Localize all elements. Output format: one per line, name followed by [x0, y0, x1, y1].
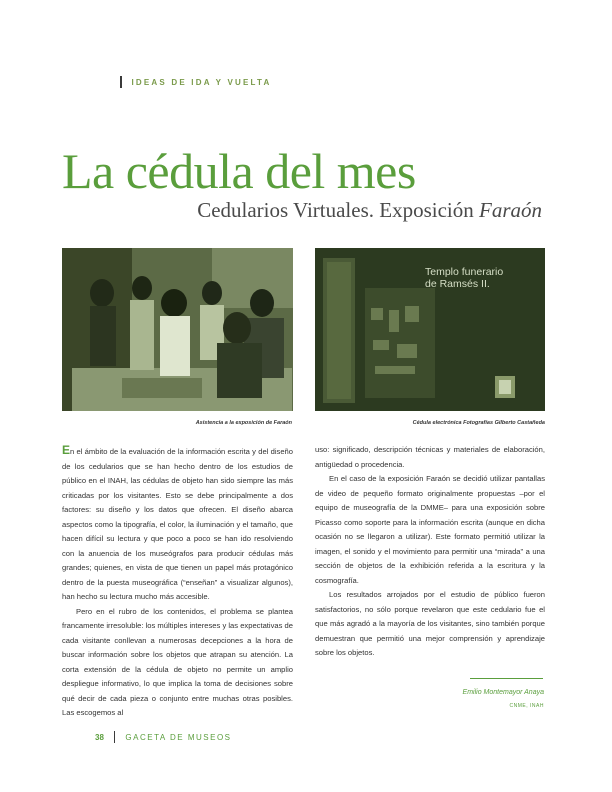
photo-caption-left: Asistencia a la exposición de Faraón	[195, 420, 292, 426]
article-subtitle	[197, 200, 542, 221]
section-label-text: IDEAS DE IDA Y VUELTA	[131, 77, 272, 87]
body-column-right	[315, 443, 545, 661]
photo-visitors	[62, 248, 293, 411]
visitors-illustration	[62, 248, 293, 411]
author-affiliation: CNME, INAH	[509, 703, 544, 709]
photo-temple-screen	[315, 248, 545, 411]
paragraph: En el caso de la exposición Faraón se decidió utilizar pantallas de video de pequeño formato originalmente propuestas –por el equipo de museografía de la DMME– para una exposición sobre Picasso como soporte para la información escrita (aunque en dicha ocasión no se llegaron a utilizar). Este formato permitió utilizar la imagen, el sonido y el movimiento para permitir una “mirada” a una sección de objetos de la exhibición referida a la escritura y la cosmografía.	[315, 474, 545, 585]
page-footer	[95, 731, 232, 743]
publication-name: GACETA DE MUSEOS	[125, 732, 232, 742]
page-number: 38	[95, 732, 104, 742]
subtitle-main: Cedularios Virtuales. Exposición	[197, 198, 479, 222]
footer-divider	[114, 731, 116, 743]
subtitle-italic: Faraón	[479, 198, 542, 222]
paragraph: Pero en el rubro de los contenidos, el problema se plantea francamente irresoluble: los múltiples intereses y las expectativas de cada visitante conllevan a numerosas decepciones a la hora de buscar información sobre los objetos que atrapan su atención. La corta extensión de la cédula de objeto no permite un amplio despliegue informativo, lo que implica la toma de decisiones sobre qué decir de cada pieza o conjunto entre muchas otras posibles. Las escogemos al	[62, 606, 293, 717]
photo-caption-right: Cédula electrónica Fotografías Gilberto Castañeda	[412, 420, 545, 426]
drop-cap: E	[62, 443, 71, 457]
paragraph-text: n el ámbito de la evaluación de la información escrita y del diseño de los cedularios que se han hecho dentro de los estudios de público en el INAH, las cédulas de objeto han sido siempre las más criticadas por los visitantes. Esto se debe principalmente a dos factores: su diseño y los datos que ofrecen. El diseño abarca aspectos como la tipografía, el color, la iluminación y el tamaño, que hacen difícil su lectura y que poco a poco se han ido resolviendo con la anuencia de los museógrafos para producir cédulas más grandes; quienes, en vista de que tienen un papel más protagónico dentro de la puesta museográfica (“enseñan” a visualizar algunos), han hecho su lectura mucho más accesible.	[62, 447, 293, 601]
signature-rule	[470, 678, 543, 679]
section-label	[120, 76, 272, 88]
author-name: Emilio Montemayor Anaya	[462, 689, 544, 696]
temple-overlay-line1: Templo funerario	[425, 266, 504, 278]
temple-overlay-text	[425, 266, 503, 290]
paragraph	[62, 443, 293, 605]
paragraph: Los resultados arrojados por el estudio de público fueron satisfactorios, no sólo porque revelaron que este cedulario fue el que más agradó a la mayoría de los visitantes, sino también porque demuestran que permitió una mejor comprensión y aprendizaje sobre los objetos.	[315, 590, 545, 657]
article-title: La cédula del mes	[62, 143, 416, 199]
section-divider	[120, 76, 122, 88]
temple-overlay-line2: de Ramsés II.	[425, 278, 490, 290]
paragraph: uso: significado, descripción técnicas y materiales de elaboración, antigüedad o procedencia.	[315, 445, 545, 469]
body-column-left	[62, 443, 293, 721]
